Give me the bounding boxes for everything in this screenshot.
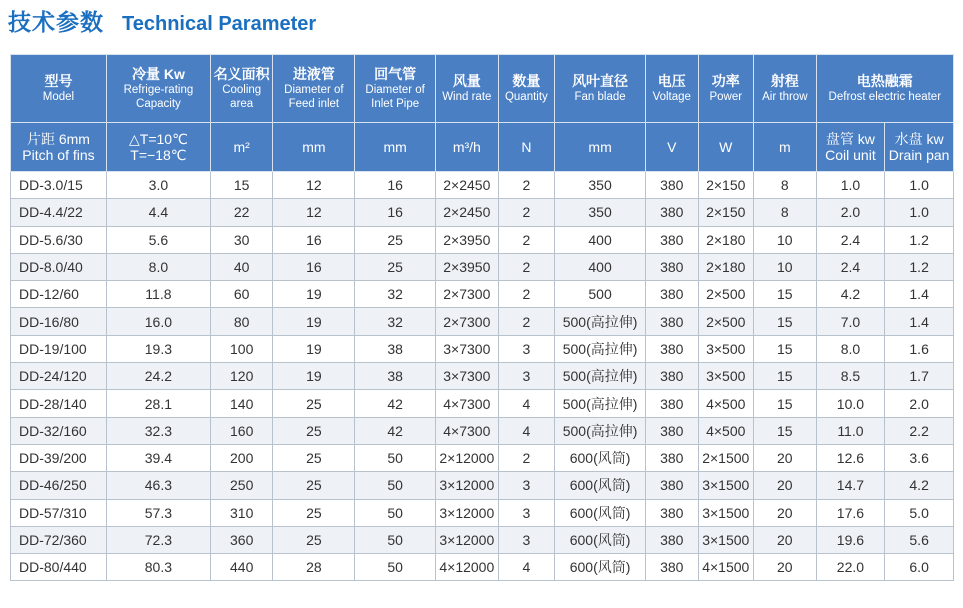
table-row [11, 335, 954, 362]
cell-coil: 4.2 [816, 281, 885, 308]
cell-capacity: 5.6 [106, 226, 210, 253]
cell-power: 2×180 [698, 226, 754, 253]
cell-feed: 16 [273, 253, 355, 280]
cell-quantity: 2 [498, 281, 555, 308]
cell-model: DD-72/360 [11, 526, 107, 553]
table-row [11, 526, 954, 553]
table-row [11, 226, 954, 253]
cell-quantity: 3 [498, 526, 555, 553]
unit-fan: mm [555, 123, 646, 172]
col-header-wind-rate: 风量 Wind rate [436, 55, 499, 123]
cell-area: 440 [210, 554, 273, 581]
col-header-capacity: 冷量 Kw Refrige-rating Capacity [106, 55, 210, 123]
table-row [11, 554, 954, 581]
cell-drain: 2.0 [885, 390, 954, 417]
cell-throw: 10 [754, 226, 817, 253]
cell-voltage: 380 [646, 199, 699, 226]
cell-model: DD-24/120 [11, 363, 107, 390]
cell-voltage: 380 [646, 363, 699, 390]
cell-throw: 15 [754, 281, 817, 308]
cell-drain: 1.2 [885, 253, 954, 280]
cell-voltage: 380 [646, 444, 699, 471]
col-header-quantity: 数量 Quantity [498, 55, 555, 123]
cell-wind: 3×7300 [436, 335, 499, 362]
unit-drain: 水盘 kw Drain pan [885, 123, 954, 172]
cell-fan: 400 [555, 253, 646, 280]
cell-inlet: 50 [355, 526, 436, 553]
cell-feed: 25 [273, 390, 355, 417]
cell-inlet: 50 [355, 444, 436, 471]
cell-inlet: 50 [355, 472, 436, 499]
unit-capacity: △T=10℃ T=−18℃ [106, 123, 210, 172]
cell-coil: 7.0 [816, 308, 885, 335]
cell-area: 30 [210, 226, 273, 253]
cell-fan: 500(高拉伸) [555, 417, 646, 444]
cell-feed: 25 [273, 526, 355, 553]
header-row [11, 55, 954, 123]
cell-fan: 500(高拉伸) [555, 390, 646, 417]
cell-voltage: 380 [646, 417, 699, 444]
cell-area: 200 [210, 444, 273, 471]
cell-feed: 25 [273, 444, 355, 471]
cell-capacity: 8.0 [106, 253, 210, 280]
cell-drain: 1.0 [885, 172, 954, 199]
cell-wind: 4×12000 [436, 554, 499, 581]
cell-model: DD-57/310 [11, 499, 107, 526]
cell-throw: 15 [754, 363, 817, 390]
col-header-area: 名义面积 Cooling area [210, 55, 273, 123]
cell-capacity: 57.3 [106, 499, 210, 526]
cell-wind: 4×7300 [436, 390, 499, 417]
cell-drain: 1.4 [885, 308, 954, 335]
cell-capacity: 4.4 [106, 199, 210, 226]
col-header-inlet-pipe: 回气管 Diameter of Inlet Pipe [355, 55, 436, 123]
cell-power: 2×150 [698, 172, 754, 199]
table-row [11, 444, 954, 471]
cell-wind: 3×7300 [436, 363, 499, 390]
cell-fan: 350 [555, 172, 646, 199]
cell-area: 250 [210, 472, 273, 499]
cell-wind: 3×12000 [436, 526, 499, 553]
cell-model: DD-39/200 [11, 444, 107, 471]
cell-drain: 1.7 [885, 363, 954, 390]
unit-wind: m³/h [436, 123, 499, 172]
cell-area: 80 [210, 308, 273, 335]
cell-wind: 3×12000 [436, 499, 499, 526]
cell-drain: 5.0 [885, 499, 954, 526]
unit-throw: m [754, 123, 817, 172]
cell-wind: 4×7300 [436, 417, 499, 444]
cell-inlet: 25 [355, 226, 436, 253]
cell-throw: 15 [754, 335, 817, 362]
page-title [8, 4, 316, 48]
cell-area: 120 [210, 363, 273, 390]
cell-wind: 2×12000 [436, 444, 499, 471]
cell-voltage: 380 [646, 335, 699, 362]
cell-coil: 10.0 [816, 390, 885, 417]
table-row [11, 281, 954, 308]
cell-capacity: 11.8 [106, 281, 210, 308]
cell-voltage: 380 [646, 281, 699, 308]
cell-power: 3×1500 [698, 472, 754, 499]
cell-inlet: 16 [355, 172, 436, 199]
cell-capacity: 24.2 [106, 363, 210, 390]
cell-wind: 2×7300 [436, 308, 499, 335]
cell-capacity: 32.3 [106, 417, 210, 444]
cell-power: 4×1500 [698, 554, 754, 581]
col-header-feed-inlet: 进液管 Diameter of Feed inlet [273, 55, 355, 123]
cell-voltage: 380 [646, 499, 699, 526]
spec-table [10, 54, 954, 581]
cell-inlet: 32 [355, 308, 436, 335]
col-header-model: 型号 Model [11, 55, 107, 123]
cell-power: 2×180 [698, 253, 754, 280]
cell-fan: 500(高拉伸) [555, 335, 646, 362]
table-row [11, 472, 954, 499]
cell-inlet: 42 [355, 390, 436, 417]
cell-drain: 1.0 [885, 199, 954, 226]
cell-area: 40 [210, 253, 273, 280]
cell-throw: 8 [754, 172, 817, 199]
cell-area: 140 [210, 390, 273, 417]
cell-inlet: 38 [355, 363, 436, 390]
unit-feed: mm [273, 123, 355, 172]
cell-coil: 2.4 [816, 226, 885, 253]
cell-power: 3×500 [698, 363, 754, 390]
cell-coil: 12.6 [816, 444, 885, 471]
cell-quantity: 3 [498, 335, 555, 362]
cell-throw: 15 [754, 308, 817, 335]
cell-fan: 600(风筒) [555, 526, 646, 553]
cell-voltage: 380 [646, 172, 699, 199]
table-row [11, 308, 954, 335]
cell-coil: 19.6 [816, 526, 885, 553]
cell-wind: 3×12000 [436, 472, 499, 499]
cell-voltage: 380 [646, 554, 699, 581]
cell-fan: 600(风筒) [555, 554, 646, 581]
cell-throw: 20 [754, 444, 817, 471]
cell-quantity: 3 [498, 499, 555, 526]
cell-inlet: 32 [355, 281, 436, 308]
cell-inlet: 42 [355, 417, 436, 444]
cell-feed: 16 [273, 226, 355, 253]
cell-throw: 20 [754, 472, 817, 499]
cell-drain: 3.6 [885, 444, 954, 471]
cell-drain: 1.6 [885, 335, 954, 362]
cell-inlet: 50 [355, 499, 436, 526]
cell-voltage: 380 [646, 526, 699, 553]
cell-coil: 11.0 [816, 417, 885, 444]
cell-coil: 8.0 [816, 335, 885, 362]
cell-inlet: 38 [355, 335, 436, 362]
cell-model: DD-16/80 [11, 308, 107, 335]
cell-fan: 600(风筒) [555, 499, 646, 526]
cell-capacity: 19.3 [106, 335, 210, 362]
cell-drain: 1.2 [885, 226, 954, 253]
cell-fan: 500(高拉伸) [555, 308, 646, 335]
cell-voltage: 380 [646, 390, 699, 417]
cell-capacity: 46.3 [106, 472, 210, 499]
cell-quantity: 3 [498, 363, 555, 390]
unit-power: W [698, 123, 754, 172]
cell-drain: 5.6 [885, 526, 954, 553]
cell-wind: 2×7300 [436, 281, 499, 308]
cell-power: 2×500 [698, 281, 754, 308]
cell-feed: 19 [273, 335, 355, 362]
cell-power: 4×500 [698, 417, 754, 444]
cell-coil: 8.5 [816, 363, 885, 390]
cell-quantity: 2 [498, 444, 555, 471]
cell-inlet: 50 [355, 554, 436, 581]
cell-feed: 19 [273, 308, 355, 335]
cell-model: DD-3.0/15 [11, 172, 107, 199]
cell-model: DD-12/60 [11, 281, 107, 308]
table-row [11, 363, 954, 390]
col-header-defrost-heater: 电热融霜 Defrost electric heater [816, 55, 953, 123]
cell-area: 100 [210, 335, 273, 362]
cell-quantity: 3 [498, 472, 555, 499]
unit-row [11, 123, 954, 172]
cell-power: 3×1500 [698, 499, 754, 526]
title-english: Technical Parameter [122, 13, 317, 35]
cell-coil: 1.0 [816, 172, 885, 199]
cell-coil: 14.7 [816, 472, 885, 499]
cell-throw: 10 [754, 253, 817, 280]
cell-voltage: 380 [646, 226, 699, 253]
cell-feed: 12 [273, 199, 355, 226]
col-header-power: 功率 Power [698, 55, 754, 123]
cell-capacity: 80.3 [106, 554, 210, 581]
cell-area: 15 [210, 172, 273, 199]
cell-voltage: 380 [646, 308, 699, 335]
cell-inlet: 16 [355, 199, 436, 226]
cell-drain: 2.2 [885, 417, 954, 444]
table-row [11, 417, 954, 444]
cell-feed: 25 [273, 417, 355, 444]
cell-coil: 17.6 [816, 499, 885, 526]
table-body [11, 172, 954, 581]
table-row [11, 499, 954, 526]
cell-quantity: 2 [498, 172, 555, 199]
cell-fan: 400 [555, 226, 646, 253]
cell-model: DD-4.4/22 [11, 199, 107, 226]
cell-wind: 2×2450 [436, 199, 499, 226]
cell-quantity: 2 [498, 308, 555, 335]
cell-voltage: 380 [646, 253, 699, 280]
cell-fan: 350 [555, 199, 646, 226]
cell-power: 3×1500 [698, 526, 754, 553]
cell-drain: 4.2 [885, 472, 954, 499]
cell-throw: 8 [754, 199, 817, 226]
cell-throw: 15 [754, 390, 817, 417]
cell-power: 3×500 [698, 335, 754, 362]
cell-quantity: 2 [498, 226, 555, 253]
cell-wind: 2×2450 [436, 172, 499, 199]
unit-model: 片距 6mm Pitch of fins [11, 123, 107, 172]
cell-fan: 500(高拉伸) [555, 363, 646, 390]
table-row [11, 199, 954, 226]
col-header-fan-blade: 风叶直径 Fan blade [555, 55, 646, 123]
cell-power: 2×1500 [698, 444, 754, 471]
cell-fan: 600(风筒) [555, 472, 646, 499]
cell-drain: 6.0 [885, 554, 954, 581]
cell-model: DD-8.0/40 [11, 253, 107, 280]
col-header-voltage: 电压 Voltage [646, 55, 699, 123]
cell-quantity: 4 [498, 554, 555, 581]
cell-model: DD-5.6/30 [11, 226, 107, 253]
cell-throw: 20 [754, 554, 817, 581]
cell-feed: 25 [273, 472, 355, 499]
cell-throw: 20 [754, 526, 817, 553]
cell-fan: 500 [555, 281, 646, 308]
cell-quantity: 4 [498, 417, 555, 444]
cell-quantity: 2 [498, 199, 555, 226]
cell-wind: 2×3950 [436, 253, 499, 280]
cell-model: DD-80/440 [11, 554, 107, 581]
cell-coil: 2.0 [816, 199, 885, 226]
cell-coil: 2.4 [816, 253, 885, 280]
cell-fan: 600(风筒) [555, 444, 646, 471]
cell-throw: 20 [754, 499, 817, 526]
cell-throw: 15 [754, 417, 817, 444]
unit-inlet: mm [355, 123, 436, 172]
cell-area: 60 [210, 281, 273, 308]
cell-drain: 1.4 [885, 281, 954, 308]
unit-voltage: V [646, 123, 699, 172]
cell-power: 4×500 [698, 390, 754, 417]
cell-model: DD-32/160 [11, 417, 107, 444]
cell-model: DD-19/100 [11, 335, 107, 362]
cell-inlet: 25 [355, 253, 436, 280]
cell-area: 310 [210, 499, 273, 526]
cell-feed: 28 [273, 554, 355, 581]
cell-area: 160 [210, 417, 273, 444]
title-chinese: 技术参数 [8, 10, 104, 36]
cell-area: 22 [210, 199, 273, 226]
unit-area: m² [210, 123, 273, 172]
cell-capacity: 16.0 [106, 308, 210, 335]
cell-coil: 22.0 [816, 554, 885, 581]
col-header-air-throw: 射程 Air throw [754, 55, 817, 123]
cell-capacity: 3.0 [106, 172, 210, 199]
cell-area: 360 [210, 526, 273, 553]
cell-feed: 25 [273, 499, 355, 526]
table-row [11, 172, 954, 199]
cell-model: DD-28/140 [11, 390, 107, 417]
cell-wind: 2×3950 [436, 226, 499, 253]
cell-feed: 19 [273, 281, 355, 308]
unit-quantity: N [498, 123, 555, 172]
cell-feed: 12 [273, 172, 355, 199]
cell-feed: 19 [273, 363, 355, 390]
cell-capacity: 28.1 [106, 390, 210, 417]
cell-quantity: 2 [498, 253, 555, 280]
table-row [11, 390, 954, 417]
cell-power: 2×150 [698, 199, 754, 226]
cell-capacity: 39.4 [106, 444, 210, 471]
table-row [11, 253, 954, 280]
cell-voltage: 380 [646, 472, 699, 499]
cell-capacity: 72.3 [106, 526, 210, 553]
cell-quantity: 4 [498, 390, 555, 417]
unit-coil: 盘管 kw Coil unit [816, 123, 885, 172]
cell-power: 2×500 [698, 308, 754, 335]
cell-model: DD-46/250 [11, 472, 107, 499]
